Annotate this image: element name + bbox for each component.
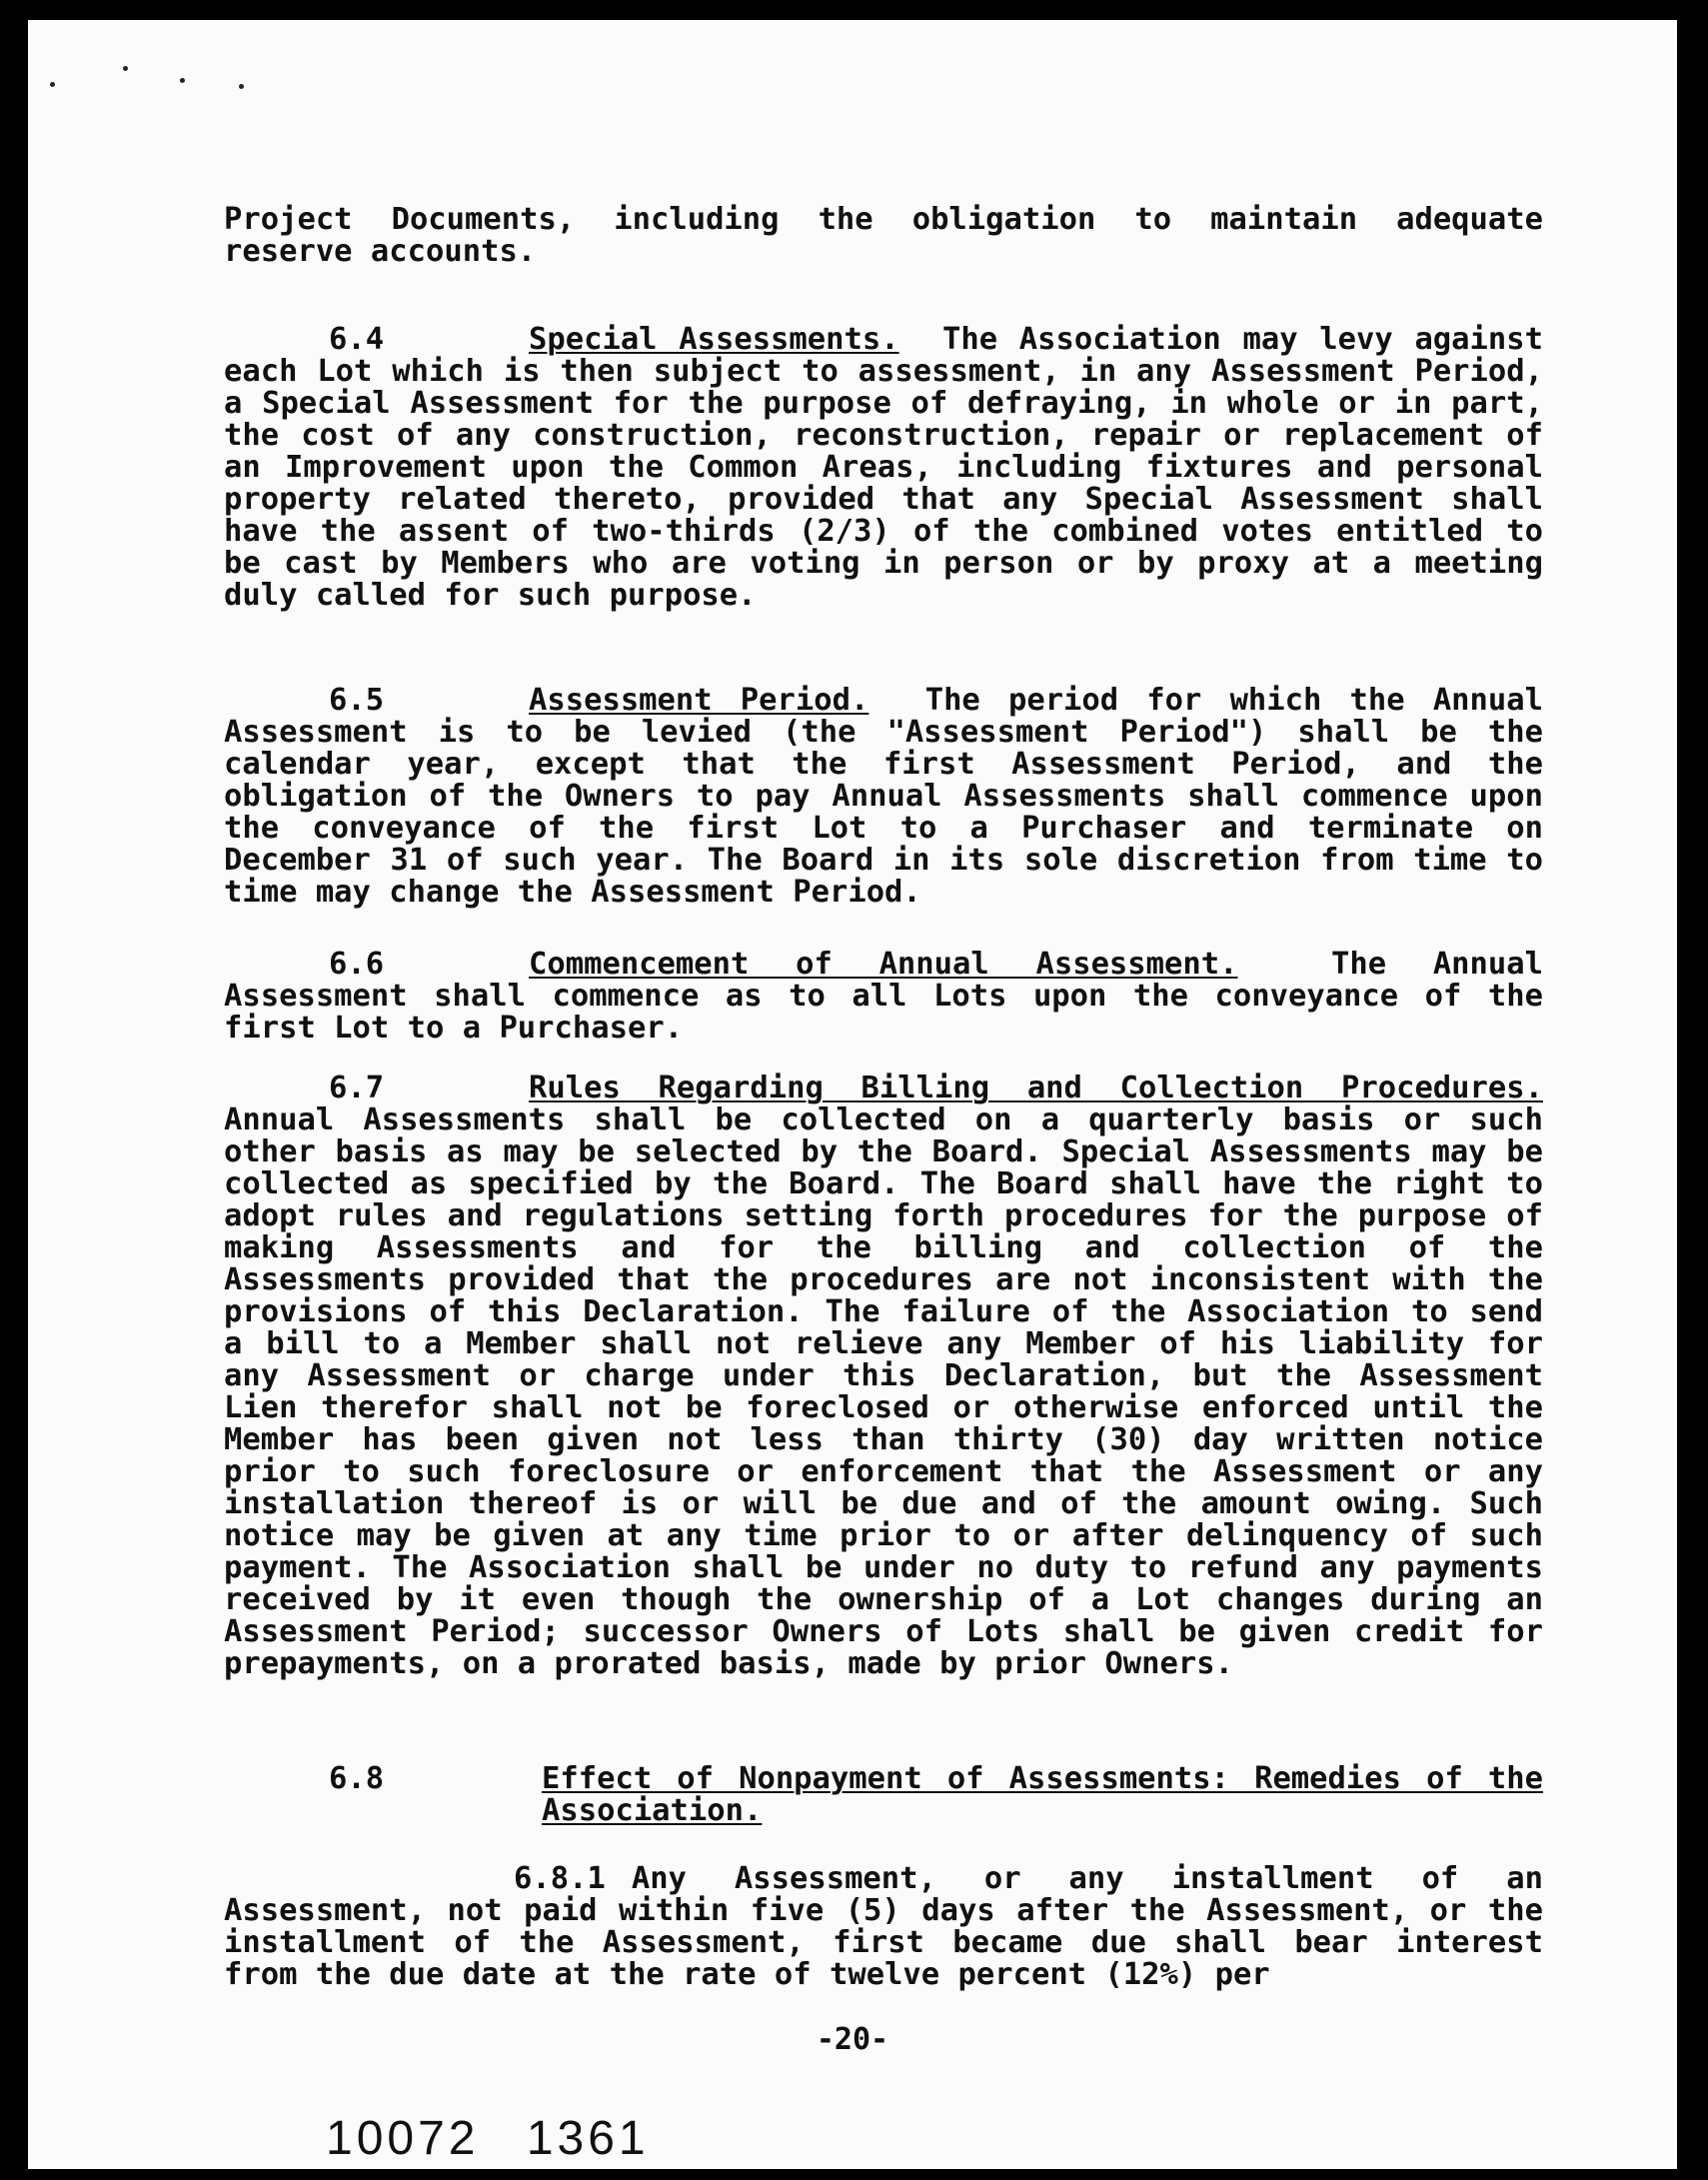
- section-number: 6.4: [329, 322, 385, 357]
- intro-paragraph: [224, 204, 1543, 268]
- intro-text: Project Documents, including the obligation to maintain adequate reserve accounts.: [224, 202, 1543, 269]
- section-heading: Special Assessments.: [529, 322, 899, 357]
- section-number: 6.7: [329, 1071, 385, 1105]
- subsection-body: Any Assessment, or any installment of an Assessment, not paid within five (5) days after the Assessment, or the installment of the Assessment, first became due shall bear interest from the due date at the rate of twelve percent (12%) per: [224, 1861, 1543, 1992]
- section-heading: Commencement of Annual Assessment.: [529, 947, 1238, 982]
- subsection-number: 6.8.1: [514, 1861, 606, 1896]
- section-body: The period for which the Annual Assessment is to be levied (the "Assessment Period") shall be the calendar year, except that the first Assessment Period, and the obligation of the Owners to pay Annual Assessments shall commence upon the conveyance of the first Lot to a Purchaser and terminate on December 31 of such year. The Board in its sole discretion from time to time may change the Assessment Period.: [224, 683, 1543, 910]
- section-heading: Rules Regarding Billing and Collection Procedures.: [529, 1071, 1543, 1105]
- section-6-7: [224, 1073, 1543, 1680]
- document-page: [28, 20, 1677, 2169]
- section-6-5: [224, 685, 1543, 909]
- document-stamp: 10072 1361: [326, 2112, 650, 2165]
- section-6-4: [224, 324, 1543, 612]
- section-number: 6.6: [329, 947, 385, 982]
- page-number: -20-: [816, 2022, 889, 2057]
- section-body: The Association may levy against each Lot which is then subject to assessment, in any Assessment Period, a Special Assessment for the purpose of defraying, in whole or in part, the cost of any construction, reconstruction, repair or replacement of an Improvement upon the Common Areas, including fixtures and personal property related thereto, provided that any Special Assessment shall have the assent of two-thirds (2/3) of the combined votes entitled to be cast by Members who are voting in person or by proxy at a meeting duly called for such purpose.: [224, 322, 1543, 613]
- section-number: 6.8: [329, 1761, 385, 1796]
- subsection-6-8-1: [224, 1863, 1543, 1991]
- section-6-6: [224, 949, 1543, 1045]
- section-number: 6.5: [329, 683, 385, 718]
- section-body: The Annual Assessment shall commence as to all Lots upon the conveyance of the first Lot to a Purchaser.: [224, 947, 1543, 1046]
- section-heading: Effect of Nonpayment of Assessments: Remedies of the Association.: [542, 1761, 1543, 1828]
- section-heading: Assessment Period.: [529, 683, 869, 718]
- section-body: Annual Assessments shall be collected on a quarterly basis or such other basis as may be selected by the Board. Special Assessments may be collected as specified by the Board. The Board shall have the right to adopt rules and regulations setting forth procedures for the purpose of making Assessments and for the billing and collection of the Assessments provided that the procedures are not inconsistent with the provisions of this Declaration. The failure of the Association to send a bill to a Member shall not relieve any Member of his liability for any Assessment or charge under this Declaration, but the Assessment Lien therefor shall not be foreclosed or otherwise enforced until the Member has been given not less than thirty (30) day written notice prior to such foreclosure or enforcement that the Assessment or any installation thereof is or will be due and of the amount owing. Such notice may be given at any time prior to or after delinquency of such payment. The Association shall be under no duty to refund any payments received by it even though the ownership of a Lot changes during an Assessment Period; successor Owners of Lots shall be given credit for prepayments, on a prorated basis, made by prior Owners.: [224, 1102, 1543, 1681]
